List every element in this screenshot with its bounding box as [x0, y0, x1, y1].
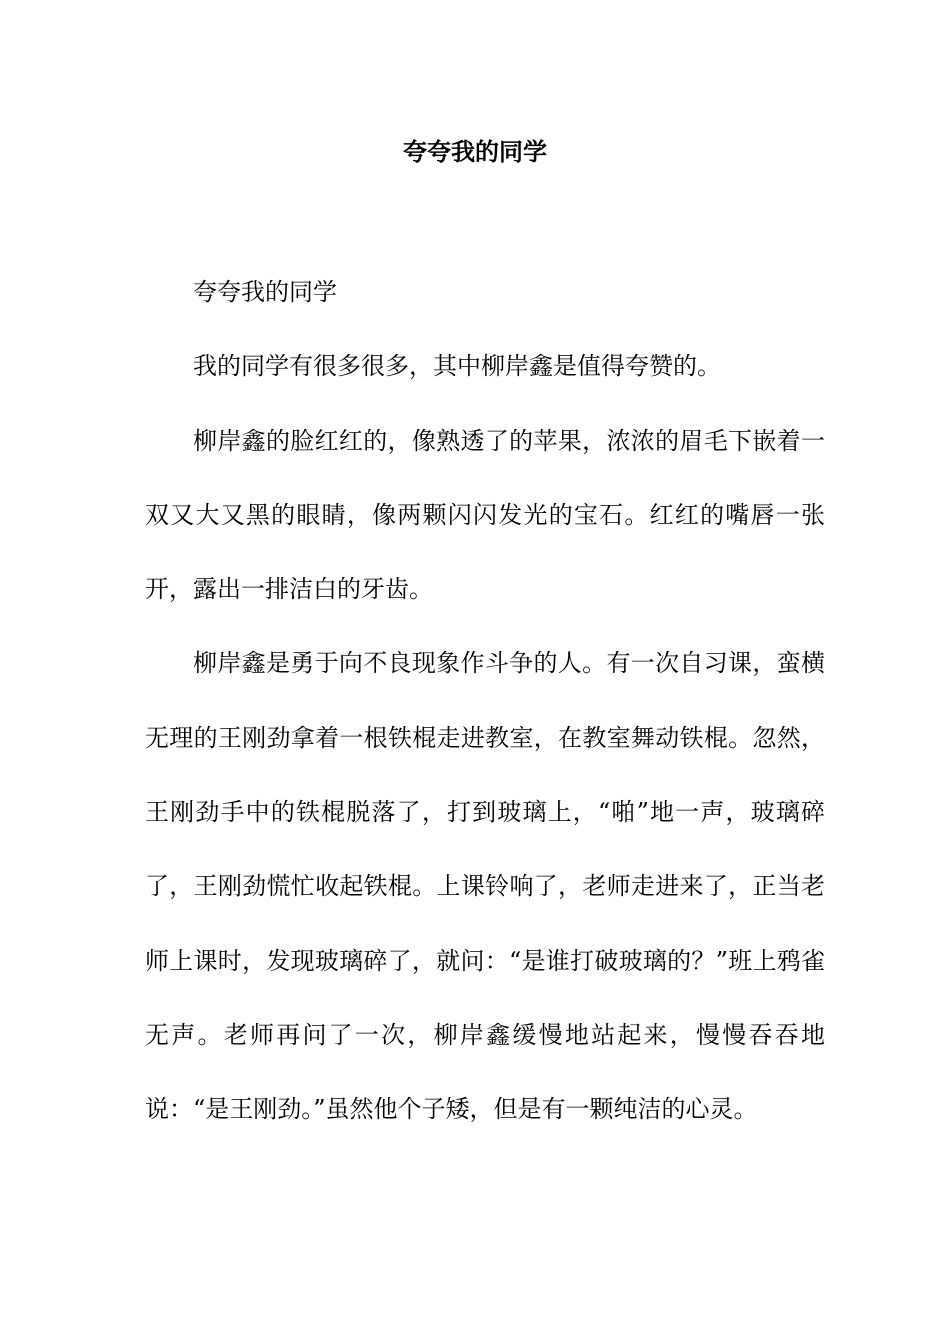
paragraph-intro: 我的同学有很多很多，其中柳岸鑫是值得夸赞的。 — [193, 352, 721, 381]
document-title: 夸夸我的同学 — [403, 137, 547, 166]
document-body — [145, 255, 825, 1147]
paragraph-appearance: 柳岸鑫的脸红红的，像熟透了的苹果，浓浓的眉毛下嵌着一双又大又黑的眼睛，像两颗闪闪发光的宝石。红红的嘴唇一张开，露出一排洁白的牙齿。 — [145, 426, 825, 604]
paragraph-story: 柳岸鑫是勇于向不良现象作斗争的人。有一次自习课，蛮横无理的王刚劲拿着一根铁棍走进教室，在教室舞动铁棍。忽然，王刚劲手中的铁棍脱落了，打到玻璃上，“啪”地一声，玻璃碎了，王刚劲慌忙收起铁棍。上课铃响了，老师走进来了，正当老师上课时，发现玻璃碎了，就问：“是谁打破玻璃的？”班上鸦雀无声。老师再问了一次，柳岸鑫缓慢地站起来，慢慢吞吞地说：“是王刚劲。”虽然他个子矮，但是有一颗纯洁的心灵。 — [145, 649, 825, 1124]
paragraph-subtitle: 夸夸我的同学 — [193, 278, 337, 306]
